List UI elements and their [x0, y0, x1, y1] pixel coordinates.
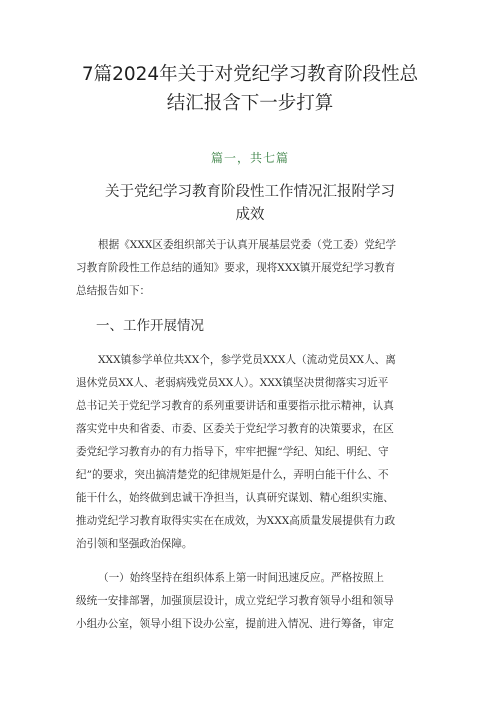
title-line-2: 结汇报含下一步打算 [166, 93, 334, 114]
intro-line: 根据《XXX区委组织部关于认真开展基层党委（党工委）党纪学 [98, 239, 397, 251]
body-line: 能干什么，始终做到忠诚干净担当，认真研究谋划、精心组织实施、 [76, 492, 394, 504]
section-tag: 篇一，共七篇 [210, 151, 289, 165]
body-line: 小组办公室，领导小组下设办公室，提前进入情况、进行筹备，审定 [76, 618, 394, 630]
body-line: 治引领和坚强政治保障。 [76, 538, 193, 550]
body-line: 推动党纪学习教育取得实实在在成效，为XXX高质量发展提供有力政 [76, 515, 396, 527]
article-subtitle [80, 181, 420, 227]
intro-line: 习教育阶段性工作总结的通知》要求，现将XXX镇开展党纪学习教育 [76, 262, 396, 274]
document-title [60, 60, 440, 118]
body-line: 级统一安排部署，加强顶层设计，成立党纪学习教育领导小组和领导 [76, 595, 394, 607]
body-line: 纪”的要求，突出搞清楚党的纪律规矩是什么，弄明白能干什么、不 [76, 469, 389, 481]
subtitle-line-1: 关于党纪学习教育阶段性工作情况汇报附学习 [105, 184, 395, 200]
body-line: （一）始终坚持在组织体系上第一时间迅速反应。严格按照上 [98, 572, 385, 584]
body-line: 落实党中央和省委、市委、区委关于党纪学习教育的决策要求，在区 [76, 423, 394, 435]
title-line-1: 7篇2024年关于对党纪学习教育阶段性总 [81, 64, 419, 85]
body-line: 委党纪学习教育办的有力指导下，牢牢把握“学纪、知纪、明纪、守 [76, 446, 389, 458]
section-heading: 一、工作开展情况 [96, 318, 204, 334]
body-line: 总书记关于党纪学习教育的系列重要讲话和重要指示批示精神，认真 [76, 400, 394, 412]
subtitle-line-2: 成效 [235, 207, 265, 223]
body-line: XXX镇参学单位共XX个，参学党员XXX人（流动党员XX人、离 [98, 354, 396, 366]
body-line: 退休党员XX人、老弱病残党员XX人）。XXX镇坚决贯彻落实习近平 [76, 377, 389, 389]
intro-line: 总结报告如下： [76, 285, 151, 297]
